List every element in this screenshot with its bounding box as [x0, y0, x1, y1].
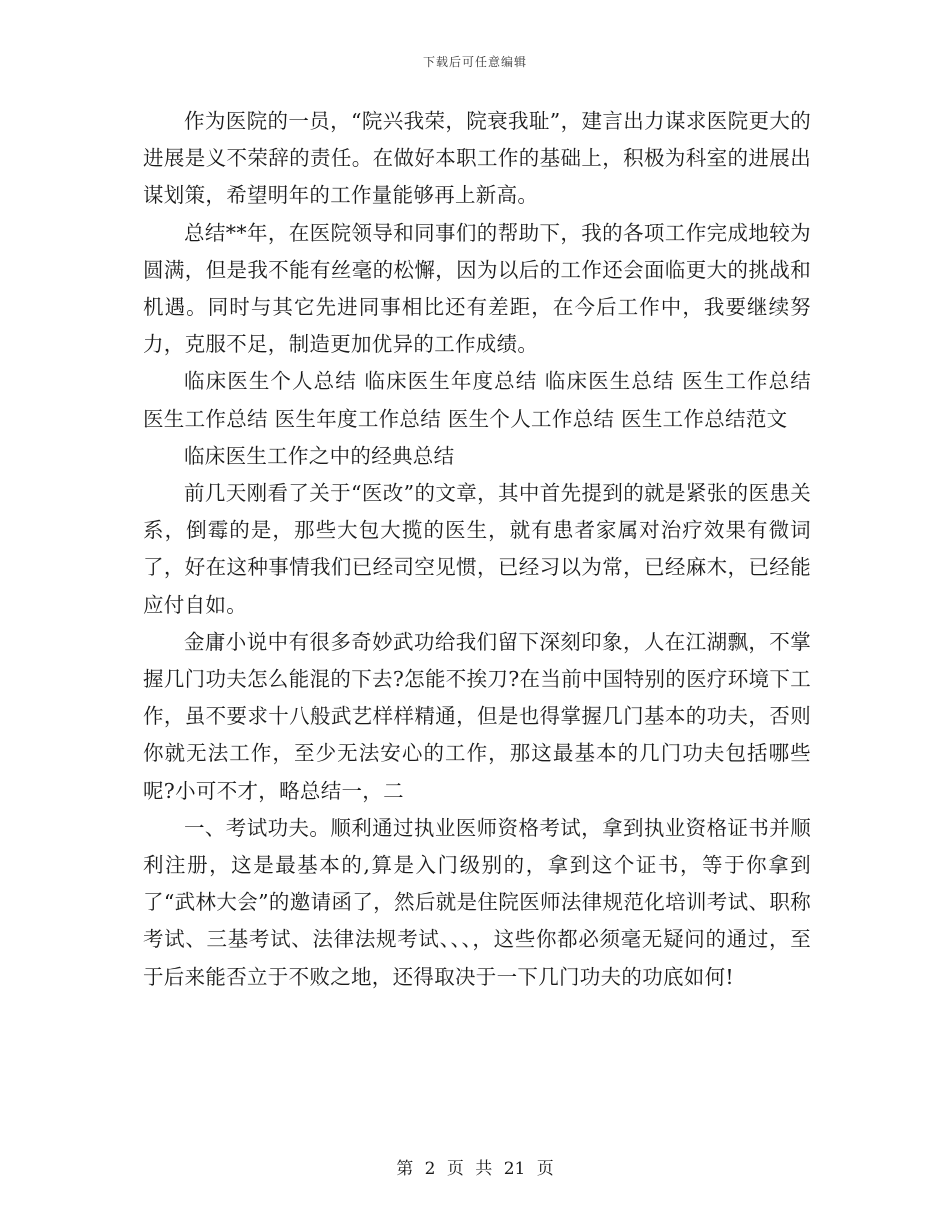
paragraph: 前几天刚看了关于“医改”的文章，其中首先提到的就是紧张的医患关系，倒霉的是，那些大包大揽的医生，就有患者家属对治疗效果有微词了，好在这种事情我们已经司空见惯，已经习以为常，已经麻木，已经能应付自如。: [143, 481, 811, 617]
paragraph: 总结**年，在医院领导和同事们的帮助下，我的各项工作完成地较为圆满，但是我不能有丝毫的松懈，因为以后的工作还会面临更大的挑战和机遇。同时与其它先进同事相比还有差距，在今后工作中，我要继续努力，克服不足，制造更加优异的工作成绩。: [143, 220, 811, 357]
page-number-footer: 第 2 页 共 21 页: [396, 1159, 554, 1179]
section-title: 临床医生工作之中的经典总结: [184, 443, 455, 468]
document-body: [143, 103, 811, 996]
paragraph: 一、考试功夫。顺利通过执业医师资格考试，拿到执业资格证书并顺利注册，这是最基本的,算是入门级别的，拿到这个证书，等于你拿到了“武林大会”的邀请函了，然后就是住院医师法律规范化培训考试、职称考试、三基考试、法律法规考试、、、，这些你都必须毫无疑问的通过，至于后来能否立于不败之地，还得取决于一下几门功夫的功底如何!: [143, 815, 811, 989]
paragraph: 作为医院的一员，“院兴我荣，院衰我耻”，建言出力谋求医院更大的进展是义不荣辞的责任。在做好本职工作的基础上，积极为科室的进展出谋划策，希望明年的工作量能够再上新高。: [143, 109, 811, 208]
paragraph: 金庸小说中有很多奇妙武功给我们留下深刻印象，人在江湖飘，不掌握几门功夫怎么能混的下去?怎能不挨刀?在当前中国特别的医疗环境下工作，虽不要求十八般武艺样样精通，但是也得掌握几门基本的功夫，否则你就无法工作，至少无法安心的工作，那这最基本的几门功夫包括哪些呢?小可不才，略总结一，二: [143, 629, 811, 803]
keywords-paragraph: 临床医生个人总结 临床医生年度总结 临床医生总结 医生工作总结 医生工作总结 医生年度工作总结 医生个人工作总结 医生工作总结范文: [143, 369, 811, 431]
page-header-note: 下载后可任意编辑: [422, 55, 527, 69]
